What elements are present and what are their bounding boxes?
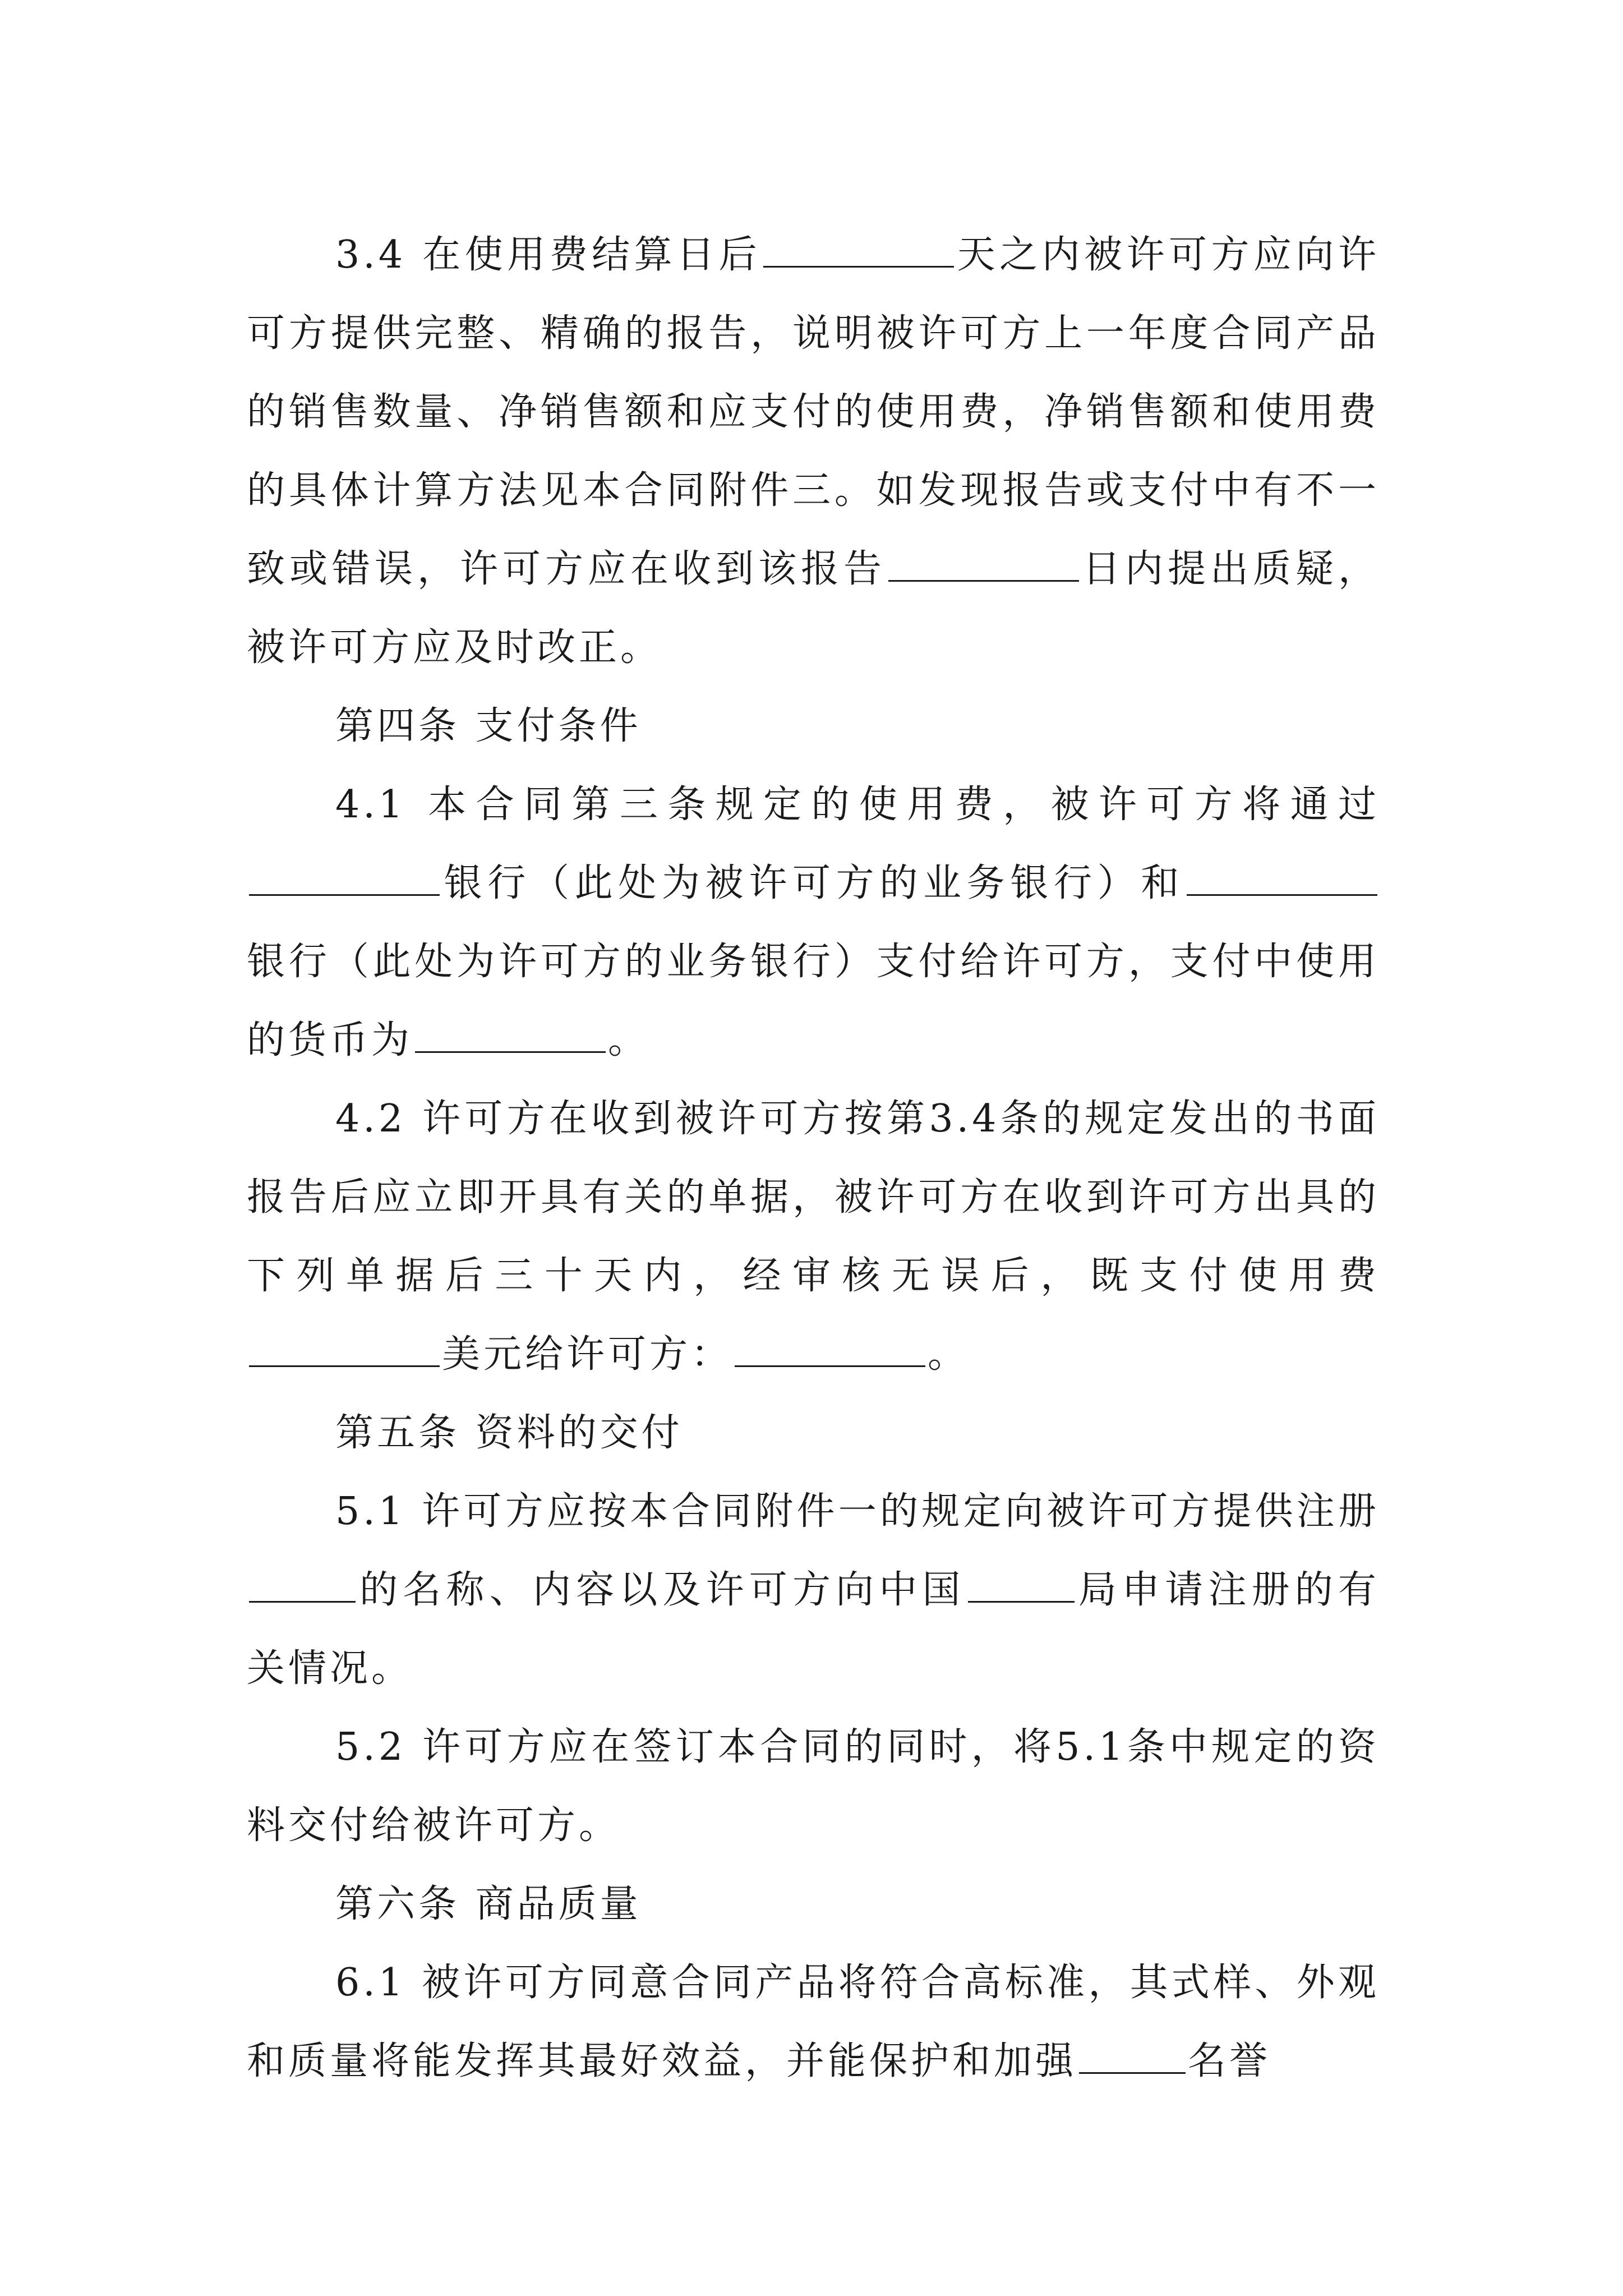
blank-line (249, 1331, 440, 1367)
blank-line (1187, 859, 1377, 896)
clause-6-1 (247, 1944, 1380, 2101)
clause-4-1-text-c: 银行（此处为许可方的业务银行）支付给许可方，支付中使用的货币为 (247, 940, 1380, 1062)
contract-page (247, 216, 1380, 2101)
clause-3-4 (247, 216, 1380, 687)
clause-3-4-text-a: 3.4 在使用费结算日后 (335, 233, 762, 277)
clause-6-1-text-a: 6.1 被许可方同意合同产品将符合高标准，其式样、外观和质量将能发挥其最好效益，并能保护和加强 (247, 1961, 1380, 2083)
blank-line (735, 1331, 925, 1367)
article-5-heading: 第五条 资料的交付 (335, 1411, 683, 1455)
article-6-heading: 第六条 商品质量 (335, 1882, 642, 1926)
clause-4-2 (247, 1080, 1380, 1394)
blank-line (968, 1566, 1075, 1603)
clause-3-4-text-b: 天之内被许可方应向许可方提供完整、精确的报告，说明被许可方上一年度合同产品的销售数量、净销售额和应支付的使用费，净销售额和使用费的具体计算方法见本合同附件三。如发现报告或支付中有不一致或错误，许可方应在收到该报告 (247, 233, 1380, 591)
blank-line (763, 231, 954, 268)
blank-line (249, 859, 440, 896)
clause-5-1-text-a: 5.1 许可方应按本合同附件一的规定向被许可方提供注册 (335, 1489, 1380, 1534)
clause-6-1-text-b: 名誉 (1188, 2039, 1271, 2083)
clause-5-1-text-b: 的名称、内容以及许可方向中国 (358, 1568, 966, 1612)
clause-4-1-text-a: 4.1 本合同第三条规定的使用费，被许可方将通过 (335, 783, 1380, 827)
clause-4-2-text-a: 4.2 许可方在收到被许可方按第3.4条的规定发出的书面报告后应立即开具有关的单据，被许可方在收到许可方出具的下列单据后三十天内，经审核无误后，既支付使用费 (247, 1097, 1380, 1298)
clause-4-2-text-b: 美元给许可方： (442, 1332, 733, 1377)
blank-line (1079, 2037, 1186, 2074)
clause-4-1-text-b: 银行（此处为被许可方的业务银行）和 (442, 861, 1184, 905)
clause-5-2: 5.2 许可方应在签订本合同的同时，将5.1条中规定的资料交付给被许可方。 (247, 1725, 1380, 1848)
article-4-heading: 第四条 支付条件 (335, 704, 642, 748)
clause-4-1 (247, 766, 1380, 1080)
clause-3-4-text-c: 日内提出质疑，被许可方应及时改正。 (247, 547, 1380, 670)
clause-4-1-text-d: 。 (608, 1018, 650, 1062)
blank-line (415, 1016, 606, 1053)
clause-5-1 (247, 1473, 1380, 1708)
clause-4-2-text-c: 。 (928, 1332, 970, 1377)
clause-5-1-text-c: 局申请注册的有关情况。 (247, 1568, 1380, 1691)
blank-line (888, 545, 1079, 582)
blank-line (249, 1566, 356, 1603)
